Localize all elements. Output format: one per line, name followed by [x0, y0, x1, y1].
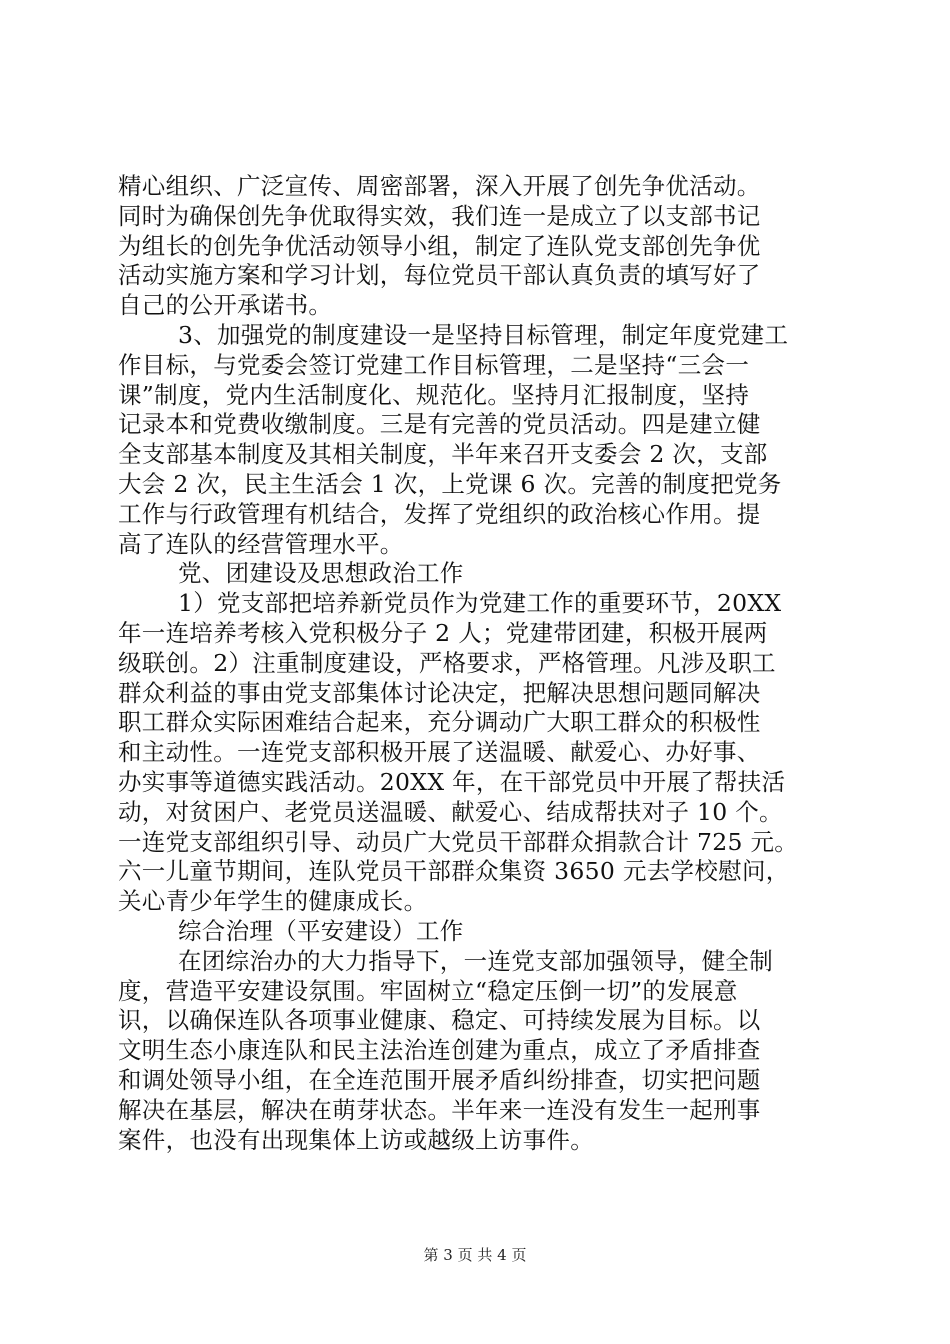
text-line: 解决在基层，解决在萌芽状态。半年来一连没有发生一起刑事: [118, 1095, 761, 1124]
text-line: 精心组织、广泛宣传、周密部署，深入开展了创先争优活动。: [118, 172, 761, 200]
text-line: 和主动性。一连党支部积极开展了送温暖、献爱心、办好事、: [118, 738, 761, 767]
text-line: 同时为确保创先争优取得实效，我们连一是成立了以支部书记: [118, 201, 761, 230]
text-line: 自己的公开承诺书。: [118, 291, 333, 320]
text-line: 级联创。2）注重制度建设，严格要求，严格管理。凡涉及职工: [118, 648, 776, 677]
text-line: 动，对贫困户、老党员送温暖、献爱心、结成帮扶对子 10 个。: [118, 797, 783, 826]
text-line: 1）党支部把培养新党员作为党建工作的重要环节，20XX: [178, 589, 782, 618]
text-line: 大会 2 次，民主生活会 1 次，上党课 6 次。完善的制度把党务: [118, 469, 782, 498]
text-line: 办实事等道德实践活动。20XX 年，在干部党员中开展了帮扶活: [118, 767, 786, 796]
text-line: 六一儿童节期间，连队党员干部群众集资 3650 元去学校慰问，: [118, 857, 790, 886]
text-line: 一连党支部组织引导、动员广大党员干部群众捐款合计 725 元。: [118, 827, 799, 856]
text-line: 高了连队的经营管理水平。: [118, 529, 404, 558]
text-line: 在团综治办的大力指导下，一连党支部加强领导，健全制: [178, 946, 773, 975]
text-line: 关心青少年学生的健康成长。: [118, 887, 428, 916]
text-line: 记录本和党费收缴制度。三是有完善的党员活动。四是建立健: [118, 410, 761, 439]
text-line: 作目标，与党委会签订党建工作目标管理，二是坚持“三会一: [118, 350, 750, 379]
text-line: 识，以确保连队各项事业健康、稳定、可持续发展为目标。以: [118, 1006, 761, 1035]
text-line: 工作与行政管理有机结合，发挥了党组织的政治核心作用。提: [118, 499, 761, 528]
text-line: 案件，也没有出现集体上访或越级上访事件。: [118, 1125, 594, 1154]
text-line: 和调处领导小组，在全连范围开展矛盾纠纷排查，切实把问题: [118, 1065, 761, 1094]
text-line: 活动实施方案和学习计划，每位党员干部认真负责的填写好了: [118, 261, 761, 290]
text-line: 群众利益的事由党支部集体讨论决定，把解决思想问题同解决: [118, 678, 761, 707]
text-line: 课”制度，党内生活制度化、规范化。坚持月汇报制度，坚持: [118, 380, 750, 409]
text-line: 职工群众实际困难结合起来，充分调动广大职工群众的积极性: [118, 708, 761, 737]
text-line: 度，营造平安建设氛围。牢固树立“稳定压倒一切”的发展意: [118, 976, 738, 1005]
text-line: 文明生态小康连队和民主法治连创建为重点，成立了矛盾排查: [118, 1036, 761, 1065]
document-body: [118, 172, 838, 1155]
page-footer: 第 3 页 共 4 页: [423, 1246, 527, 1264]
text-line: 为组长的创先争优活动领导小组，制定了连队党支部创先争优: [118, 231, 761, 260]
text-line: 年一连培养考核入党积极分子 2 人；党建带团建，积极开展两: [118, 618, 768, 647]
text-line: 党、团建设及思想政治工作: [178, 559, 464, 588]
text-line: 3、加强党的制度建设一是坚持目标管理，制定年度党建工: [178, 320, 789, 349]
text-line: 全支部基本制度及其相关制度，半年来召开支委会 2 次，支部: [118, 440, 768, 469]
text-line: 综合治理（平安建设）工作: [178, 916, 464, 945]
